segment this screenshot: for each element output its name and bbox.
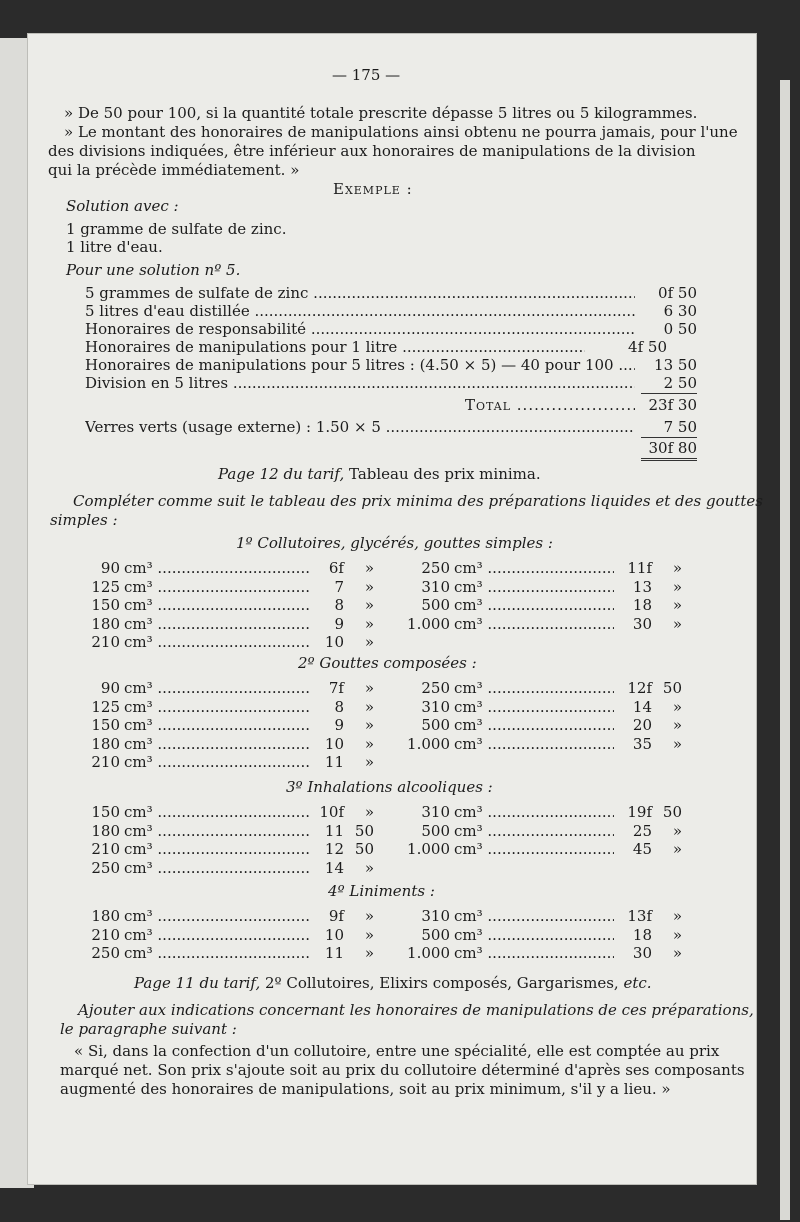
volume: 500 (421, 596, 450, 614)
calculation-table (85, 284, 697, 457)
volume: 150 (91, 596, 120, 614)
price-cents: » (672, 716, 682, 734)
volume: 250 (421, 559, 450, 577)
quote-line: marqué net. Son prix s'ajoute soit au prix du collutoire déterminé d'après ses composants (60, 1061, 745, 1079)
volume-unit: cm³ ..... (124, 716, 310, 735)
volume-unit: cm³ ..... (124, 859, 310, 878)
calc-grand-total-row (85, 439, 697, 458)
volume-unit: cm³ ..... (454, 559, 614, 578)
calc-row-value: 0f 50 (658, 284, 697, 302)
calc-total-label: Total ..... (465, 396, 635, 415)
price-row-right (28, 822, 756, 841)
page-edge (780, 80, 790, 1220)
ingredient-line: 1 gramme de sulfate de zinc. (66, 220, 287, 238)
page (28, 34, 763, 1184)
price-cents: 50 (354, 821, 374, 840)
calc-row-value: 13 50 (654, 356, 697, 374)
volume-unit: cm³ ..... (454, 596, 614, 615)
volume-unit: cm³ ..... (124, 735, 310, 754)
volume: 310 (421, 577, 450, 596)
volume: 125 (91, 697, 120, 716)
price-francs: 9 (334, 614, 344, 633)
volume: 150 (91, 803, 120, 821)
calc-row (85, 284, 697, 303)
price-francs: 30 (632, 944, 652, 962)
volume-unit: cm³ ..... (124, 926, 310, 945)
volume-unit: cm³ ..... (454, 803, 614, 822)
volume: 250 (91, 858, 120, 877)
volume-unit: cm³ ..... (454, 578, 614, 597)
calc-row (85, 302, 697, 321)
calc-row-label: Honoraires de manipulations pour 1 litre ..... (85, 338, 585, 357)
price-cents: » (364, 753, 374, 771)
volume-unit: cm³ ..... (454, 735, 614, 754)
volume: 500 (421, 716, 450, 734)
price-cents: 50 (662, 803, 682, 821)
quote-line: « Si, dans la confection d'un collutoire, entre une spécialité, elle est comptée au prix (74, 1042, 720, 1060)
group-title: 4º Liniments : (328, 882, 435, 900)
calc-row-label: Division en 5 litres ..... (85, 374, 635, 393)
volume-unit: cm³ ..... (124, 698, 310, 717)
volume-unit: cm³ ..... (124, 753, 310, 772)
price-cents: » (364, 803, 374, 821)
price-francs: 18 (632, 596, 652, 614)
volume-unit: cm³ ..... (124, 944, 310, 963)
price-cents: » (364, 944, 374, 962)
price-cents: » (672, 559, 682, 577)
price-row-right (28, 907, 756, 926)
volume-unit: cm³ ..... (124, 596, 310, 615)
example-heading: Exemple : (333, 180, 413, 198)
price-cents: » (672, 596, 682, 614)
calc-extra-value: 7 50 (663, 418, 697, 436)
group-title: 3º Inhalations alcooliques : (286, 778, 493, 796)
price-cents: » (364, 679, 374, 697)
price-francs: 10 (324, 633, 344, 651)
volume: 125 (91, 577, 120, 596)
price-cents: » (364, 614, 374, 633)
volume: 310 (421, 803, 450, 821)
price-francs: 9 (334, 716, 344, 734)
price-cents: » (672, 614, 682, 633)
solution-for-label: Pour une solution nº 5. (66, 261, 241, 279)
paragraph-line: des divisions indiquées, être inférieur aux honoraires de manipulations de la division (48, 142, 696, 160)
price-row-right (28, 698, 756, 717)
volume: 210 (91, 633, 120, 651)
volume: 150 (91, 716, 120, 734)
calc-row-subvalue: 4f 50 (628, 338, 667, 356)
page-ref-etc: etc. (623, 974, 652, 992)
volume-unit: cm³ ..... (454, 615, 614, 634)
calc-total-value: 23f 30 (648, 396, 697, 414)
price-cents: » (364, 734, 374, 753)
price-francs: 10f (319, 803, 344, 821)
volume: 500 (421, 821, 450, 840)
price-francs: 30 (632, 614, 652, 633)
price-cents: » (364, 633, 374, 651)
calc-row-label: 5 litres d'eau distillée ..... (85, 302, 635, 321)
page-ref-title: Tableau des prix minima. (349, 465, 541, 483)
price-francs: 45 (632, 840, 652, 858)
volume: 210 (91, 925, 120, 944)
volume: 210 (91, 840, 120, 858)
group-title: 1º Collutoires, glycérés, gouttes simples : (236, 534, 553, 552)
volume-unit: cm³ ..... (124, 803, 310, 822)
section-page12-heading (218, 465, 541, 484)
price-francs: 13 (632, 577, 652, 596)
calc-row (85, 320, 697, 339)
instruction-line: le paragraphe suivant : (60, 1020, 237, 1038)
price-francs: 10 (324, 734, 344, 753)
price-row-right (28, 716, 756, 735)
instruction-line: simples : (50, 511, 118, 529)
price-row-right (28, 926, 756, 945)
calc-extra-label: Verres verts (usage externe) : 1.50 × 5 ..... (85, 418, 635, 437)
calc-row-label: 5 grammes de sulfate de zinc ..... (85, 284, 635, 303)
paragraph-line: » De 50 pour 100, si la quantité totale prescrite dépasse 5 litres ou 5 kilogrammes. (64, 104, 698, 122)
volume: 1.000 (407, 944, 450, 962)
calc-row-label: Honoraires de responsabilité ..... (85, 320, 635, 339)
page-ref-title: 2º Collutoires, Elixirs composés, Gargarismes, (265, 974, 624, 992)
instruction-line: Compléter comme suit le tableau des prix minima des préparations liquides et des gouttes (73, 492, 763, 510)
volume: 90 (100, 559, 120, 577)
quote-line: augmenté des honoraires de manipulations, soit au prix minimum, s'il y a lieu. » (60, 1080, 671, 1098)
price-cents: » (672, 734, 682, 753)
volume-unit: cm³ ..... (454, 926, 614, 945)
page-number: — 175 — (332, 66, 401, 84)
volume: 1.000 (407, 734, 450, 753)
volume: 1.000 (407, 840, 450, 858)
price-cents: » (364, 907, 374, 925)
group-title: 2º Gouttes composées : (298, 654, 477, 672)
calc-row (85, 374, 697, 393)
price-francs: 11f (627, 559, 652, 577)
volume-unit: cm³ ..... (124, 840, 310, 859)
price-row-right (28, 596, 756, 615)
section-page11-heading (134, 974, 652, 993)
price-cents: » (364, 559, 374, 577)
volume-unit: cm³ ..... (454, 907, 614, 926)
price-cents: » (672, 697, 682, 716)
calc-row (85, 356, 697, 375)
volume-unit: cm³ ..... (454, 716, 614, 735)
price-row-right (28, 679, 756, 698)
price-cents: » (364, 925, 374, 944)
price-row-right (28, 840, 756, 859)
volume: 210 (91, 753, 120, 771)
volume-unit: cm³ ..... (124, 679, 310, 698)
price-row-left (28, 753, 756, 772)
price-cents: 50 (662, 679, 682, 697)
volume: 250 (421, 679, 450, 697)
price-row-right (28, 735, 756, 754)
price-cents: » (672, 577, 682, 596)
volume-unit: cm³ ..... (124, 822, 310, 841)
price-francs: 7 (334, 577, 344, 596)
paragraph-line: » Le montant des honoraires de manipulations ainsi obtenu ne pourra jamais, pour l'une (64, 123, 738, 141)
calc-extra-row (85, 418, 697, 437)
volume-unit: cm³ ..... (454, 944, 614, 963)
price-francs: 12f (627, 679, 652, 697)
price-row-right (28, 615, 756, 634)
price-cents: 50 (354, 840, 374, 858)
price-francs: 12 (324, 840, 344, 858)
price-francs: 35 (632, 734, 652, 753)
volume-unit: cm³ ..... (124, 578, 310, 597)
price-francs: 19f (627, 803, 652, 821)
price-cents: » (364, 577, 374, 596)
price-francs: 9f (328, 907, 344, 925)
calc-row-value: 2 50 (663, 374, 697, 392)
price-cents: » (364, 716, 374, 734)
calc-row-value: 6 30 (663, 302, 697, 320)
volume: 90 (100, 679, 120, 697)
volume-unit: cm³ ..... (124, 907, 310, 926)
volume: 310 (421, 697, 450, 716)
price-row-right (28, 944, 756, 963)
volume-unit: cm³ ..... (454, 822, 614, 841)
paragraph-line: qui la précède immédiatement. » (48, 161, 300, 179)
price-francs: 11 (324, 753, 344, 771)
calc-row (85, 338, 697, 357)
price-francs: 20 (632, 716, 652, 734)
solution-label: Solution avec : (66, 197, 179, 215)
price-francs: 11 (324, 821, 344, 840)
price-francs: 18 (632, 925, 652, 944)
price-francs: 10 (324, 925, 344, 944)
price-cents: » (672, 821, 682, 840)
ingredient-line: 1 litre d'eau. (66, 238, 163, 256)
volume: 180 (91, 734, 120, 753)
price-francs: 11 (324, 944, 344, 962)
price-cents: » (364, 858, 374, 877)
volume: 180 (91, 614, 120, 633)
price-francs: 8 (334, 596, 344, 614)
price-cents: » (672, 925, 682, 944)
volume: 250 (91, 944, 120, 962)
volume: 180 (91, 907, 120, 925)
calc-extra-rule (641, 437, 697, 438)
volume-unit: cm³ ..... (124, 615, 310, 634)
price-francs: 8 (334, 697, 344, 716)
calc-subtotal-rule (641, 393, 697, 394)
page-ref: Page 12 du tarif, (218, 465, 349, 483)
volume: 500 (421, 925, 450, 944)
volume-unit: cm³ ..... (454, 840, 614, 859)
page-ref: Page 11 du tarif, (134, 974, 265, 992)
volume: 1.000 (407, 614, 450, 633)
price-francs: 13f (627, 907, 652, 925)
volume-unit: cm³ ..... (454, 679, 614, 698)
volume: 310 (421, 907, 450, 925)
instruction-line: Ajouter aux indications concernant les honoraires de manipulations de ces préparations, (78, 1001, 754, 1019)
price-cents: » (672, 840, 682, 858)
price-francs: 6f (328, 559, 344, 577)
calc-grand-total-value: 30f 80 (648, 439, 697, 457)
price-cents: » (672, 944, 682, 962)
volume-unit: cm³ ..... (124, 633, 310, 652)
price-row-left (28, 633, 756, 652)
price-francs: 25 (632, 821, 652, 840)
price-cents: » (672, 907, 682, 925)
price-cents: » (364, 697, 374, 716)
volume-unit: cm³ ..... (124, 559, 310, 578)
calc-row-label: Honoraires de manipulations pour 5 litres : (4.50 × 5) — 40 pour 100 ..... (85, 356, 635, 375)
price-francs: 7f (328, 679, 344, 697)
price-francs: 14 (632, 697, 652, 716)
calc-grand-rule (641, 458, 697, 461)
calc-total-row (85, 396, 697, 415)
volume: 180 (91, 821, 120, 840)
calc-row-value: 0 50 (663, 320, 697, 338)
price-row-right (28, 803, 756, 822)
price-row-right (28, 559, 756, 578)
volume-unit: cm³ ..... (454, 698, 614, 717)
price-row-left (28, 859, 756, 878)
price-row-right (28, 578, 756, 597)
price-cents: » (364, 596, 374, 614)
price-francs: 14 (324, 858, 344, 877)
